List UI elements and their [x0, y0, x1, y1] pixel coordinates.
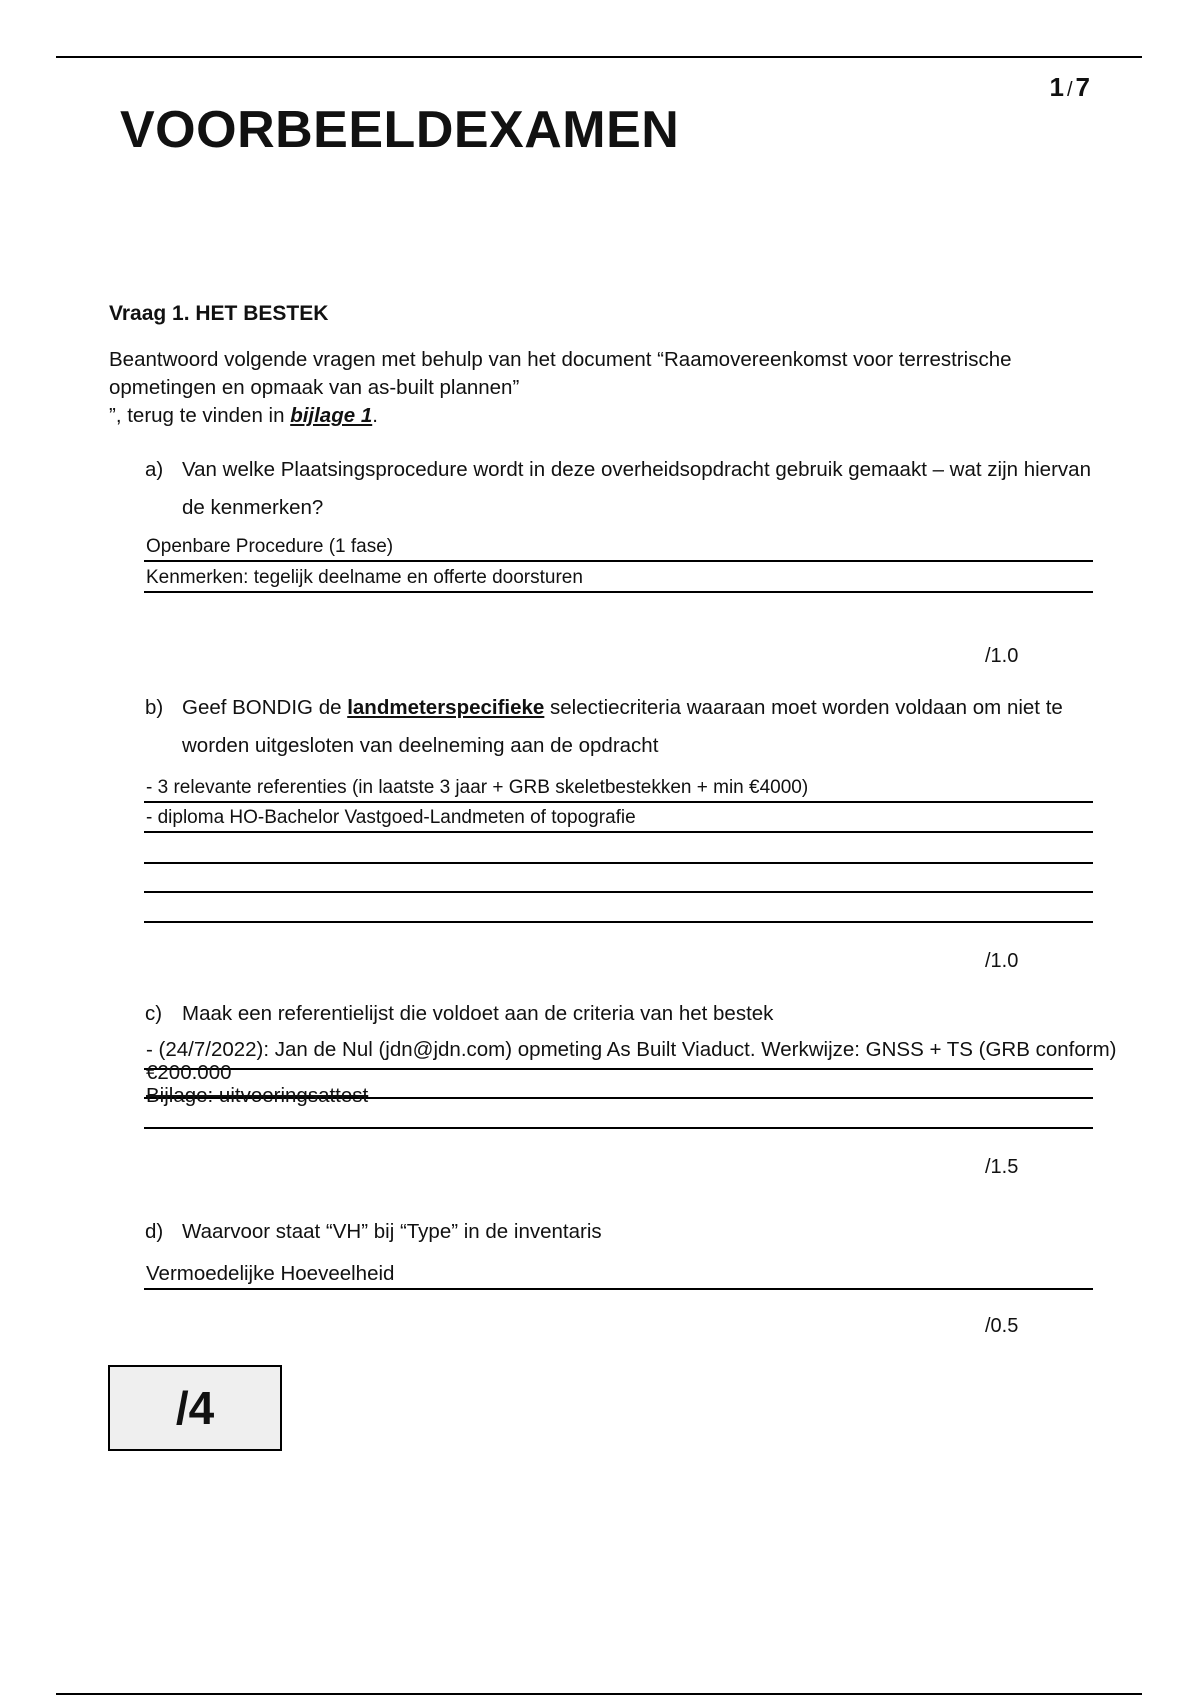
part-c-answer-2: €200.000 — [146, 1061, 232, 1084]
part-a-letter: a) — [145, 458, 164, 481]
part-b-text — [145, 689, 1100, 765]
part-a-answer-1: Openbare Procedure (1 fase) — [146, 536, 394, 557]
part-d-question — [145, 1213, 1100, 1251]
part-b-question — [145, 689, 1100, 765]
page-separator: / — [1066, 79, 1073, 101]
intro-text-2: ”, terug te vinden in — [109, 404, 291, 427]
page-title: VOORBEELDEXAMEN — [120, 101, 680, 159]
part-d-score: /0.5 — [985, 1315, 1019, 1337]
part-b-text-after: selectiecriteria waaraan moet worden voldaan om niet te worden uitgesloten van deelneming aan de opdracht — [182, 696, 1063, 757]
page-total: 7 — [1075, 72, 1090, 102]
part-c-score: /1.5 — [985, 1156, 1019, 1178]
part-a-answer-line-1[interactable] — [144, 530, 1093, 562]
part-d-answer: Vermoedelijke Hoeveelheid — [146, 1262, 395, 1285]
part-b-answer-line-4[interactable] — [144, 861, 1093, 893]
part-c-answer-3: Bijlage: uitvoeringsattest — [146, 1084, 369, 1107]
bottom-rule — [56, 1693, 1142, 1695]
intro-text: Beantwoord volgende vragen met behulp van het document “Raamovereenkomst voor terrestrische opmetingen en opmaak van as-built plannen” — [109, 348, 1012, 399]
part-a-score: /1.0 — [985, 645, 1019, 667]
part-b-answer-line-5[interactable] — [144, 891, 1093, 923]
bijlage-link[interactable]: bijlage 1 — [290, 404, 373, 427]
top-rule — [56, 56, 1142, 58]
part-b-answer-line-1[interactable] — [144, 771, 1093, 803]
part-b-answer-line-3[interactable] — [144, 832, 1093, 864]
page-current: 1 — [1049, 72, 1064, 102]
intro-end: . — [372, 404, 378, 427]
part-a-question — [145, 451, 1100, 527]
page-number — [1050, 72, 1091, 103]
part-a-text: Van welke Plaatsingsprocedure wordt in deze overheidsopdracht gebruik gemaakt – wat zijn hiervan de kenmerken? — [182, 458, 1091, 519]
part-b-text-before: Geef BONDIG de — [182, 696, 348, 719]
part-b-answer-line-2[interactable] — [144, 801, 1093, 833]
part-c-question — [145, 995, 1100, 1033]
part-d-letter: d) — [145, 1220, 164, 1243]
part-c-answer-1: - (24/7/2022): Jan de Nul (jdn@jdn.com) opmeting As Built Viaduct. Werkwijze: GNSS + TS (GRB conform) — [146, 1038, 1117, 1061]
part-a-answer-2: Kenmerken: tegelijk deelname en offerte doorsturen — [146, 567, 583, 588]
part-c-text: Maak een referentielijst die voldoet aan de criteria van het bestek — [182, 1002, 774, 1025]
question-intro — [109, 346, 1109, 430]
part-b-letter: b) — [145, 696, 164, 719]
part-b-score: /1.0 — [985, 950, 1019, 972]
part-b-answer-2: - diploma HO-Bachelor Vastgoed-Landmeten of topografie — [146, 807, 636, 828]
part-b-emphasis: landmeterspecifieke — [347, 696, 545, 719]
part-d-answer-line[interactable] — [144, 1258, 1093, 1290]
total-score-box: /4 — [108, 1365, 282, 1451]
part-d-text: Waarvoor staat “VH” bij “Type” in de inventaris — [182, 1220, 602, 1243]
part-a-answer-line-2[interactable] — [144, 561, 1093, 593]
question-heading: Vraag 1. HET BESTEK — [109, 302, 329, 325]
part-c-letter: c) — [145, 1002, 163, 1025]
part-b-answer-1: - 3 relevante referenties (in laatste 3 jaar + GRB skeletbestekken + min €4000) — [146, 777, 809, 798]
